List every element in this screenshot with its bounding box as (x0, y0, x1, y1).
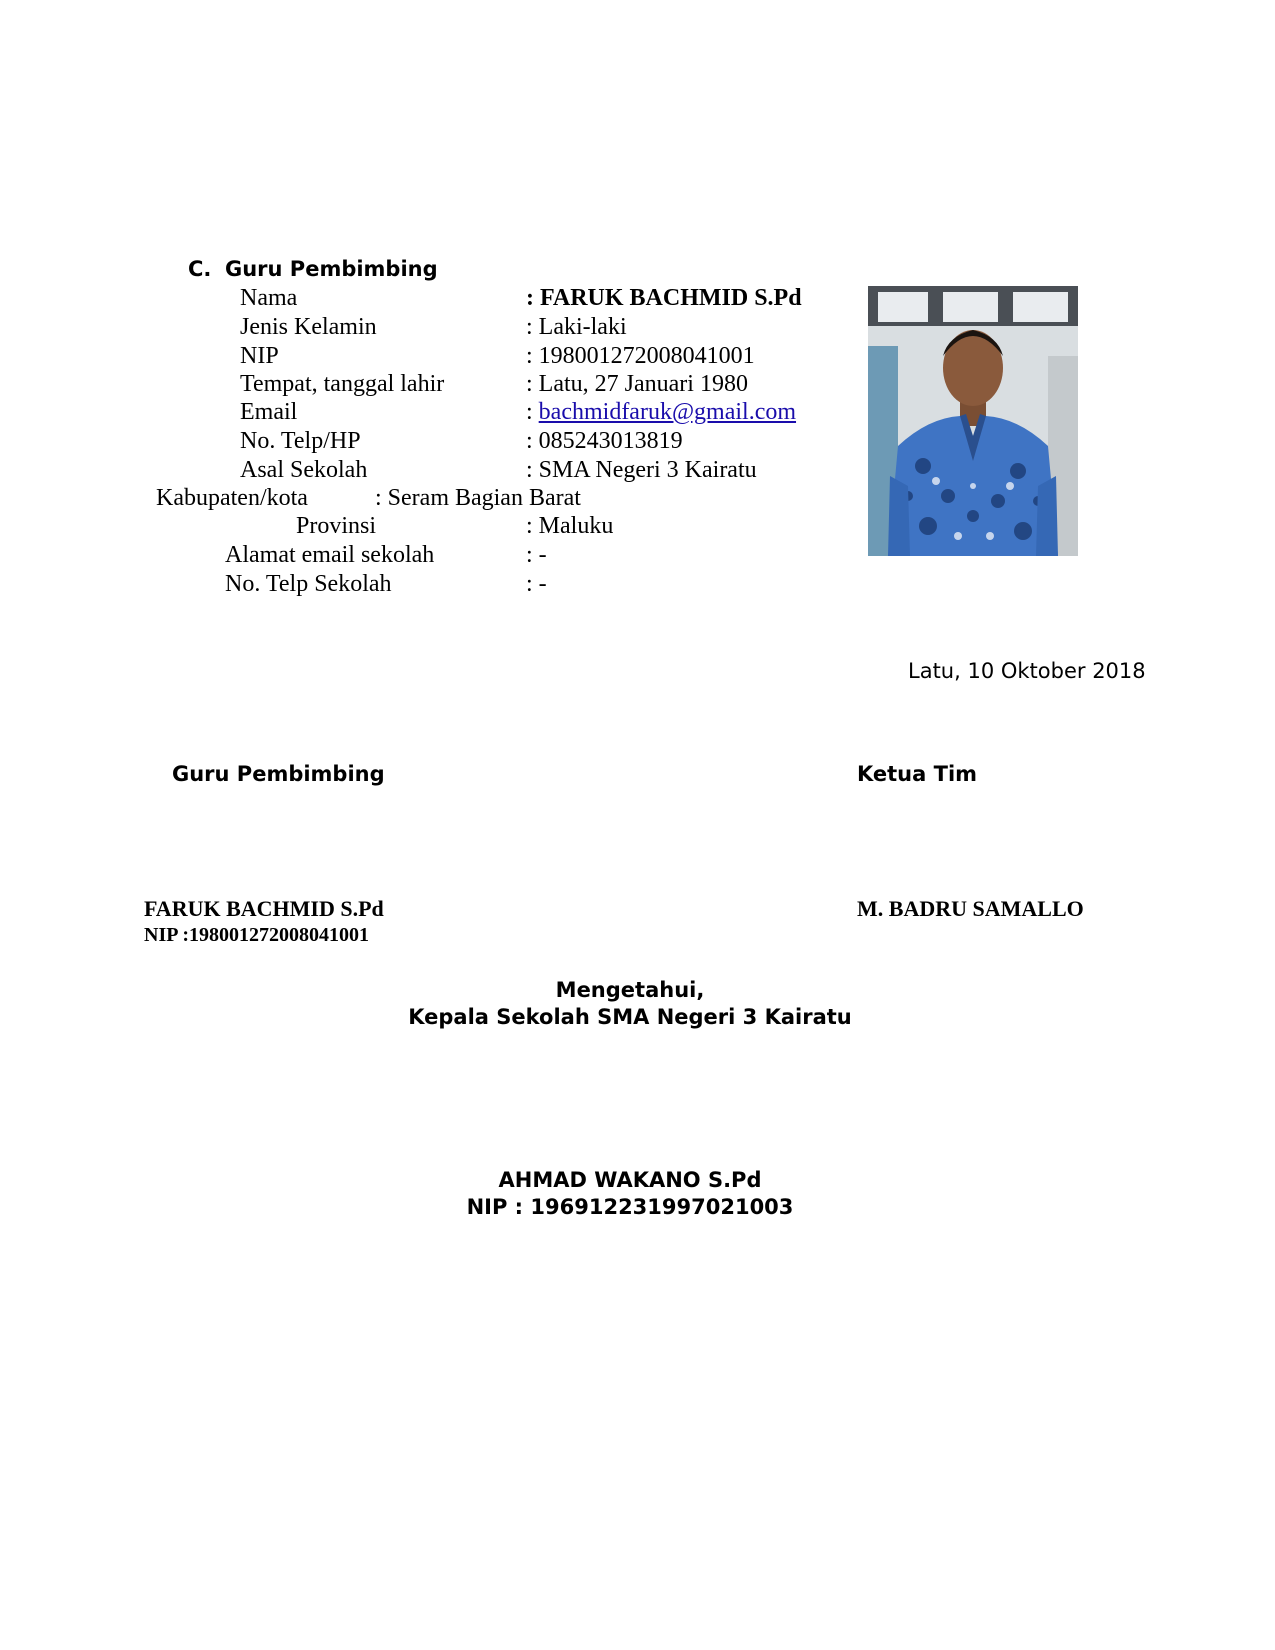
right-role: Ketua Tim (857, 762, 978, 786)
section-letter: C. (188, 257, 212, 281)
left-nip: NIP :198001272008041001 (144, 924, 369, 946)
value-email-row (526, 398, 796, 426)
left-name: FARUK BACHMID S.Pd (144, 896, 384, 921)
label-telp-sekolah: No. Telp Sekolah (225, 571, 392, 597)
label-telp: No. Telp/HP (240, 428, 361, 454)
date-line: Latu, 10 Oktober 2018 (908, 659, 1146, 683)
value-telp-sekolah: : - (526, 571, 547, 597)
email-colon: : (526, 399, 539, 425)
value-provinsi: : Maluku (526, 513, 614, 539)
portrait-photo-icon (868, 286, 1078, 556)
label-kabupaten: Kabupaten/kota (156, 485, 308, 511)
value-ttl: : Latu, 27 Januari 1980 (526, 371, 748, 397)
value-telp: : 085243013819 (526, 428, 683, 454)
email-link[interactable]: bachmidfaruk@gmail.com (538, 399, 797, 425)
label-nip: NIP (240, 343, 279, 369)
value-nama: : FARUK BACHMID S.Pd (526, 285, 802, 311)
label-email-sekolah: Alamat email sekolah (225, 542, 435, 568)
value-email-sekolah: : - (526, 542, 547, 568)
value-asal-sekolah: : SMA Negeri 3 Kairatu (526, 457, 757, 483)
approval-nip: NIP : 196912231997021003 (466, 1195, 794, 1219)
value-nip: : 198001272008041001 (526, 343, 755, 369)
value-kabupaten: : Seram Bagian Barat (375, 485, 581, 511)
section-title: Guru Pembimbing (225, 257, 438, 281)
label-provinsi: Provinsi (296, 513, 377, 539)
label-nama: Nama (240, 285, 298, 311)
label-ttl: Tempat, tanggal lahir (240, 371, 445, 397)
approval-name: AHMAD WAKANO S.Pd (498, 1168, 762, 1192)
right-name: M. BADRU SAMALLO (857, 896, 1084, 921)
portrait-photo (868, 286, 1078, 556)
label-email: Email (240, 399, 298, 425)
label-jenis-kelamin: Jenis Kelamin (240, 314, 377, 340)
left-role: Guru Pembimbing (172, 762, 385, 786)
approval-line1: Mengetahui, (555, 978, 705, 1002)
approval-line2: Kepala Sekolah SMA Negeri 3 Kairatu (408, 1005, 852, 1029)
label-asal-sekolah: Asal Sekolah (240, 457, 368, 483)
value-jenis-kelamin: : Laki-laki (526, 314, 627, 340)
